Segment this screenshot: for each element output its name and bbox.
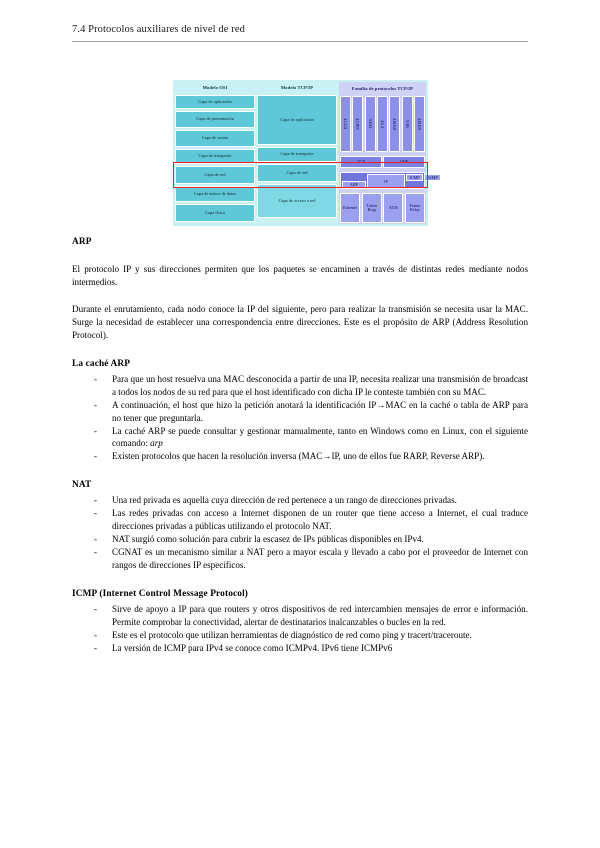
list-item: - La versión de ICMP para IPv4 se conoce como ICMPv4. IPv6 tiene ICMPv6 xyxy=(72,642,528,655)
osi-layer-physical: Capa física xyxy=(175,204,255,222)
protocol-ip: IP xyxy=(367,174,405,189)
protocol-suite-header: Familia de protocolos TCP/IP xyxy=(340,83,425,94)
protocol-arp: ARP xyxy=(342,181,366,189)
tcpip-column xyxy=(257,82,337,224)
protocol-smtp xyxy=(352,96,363,152)
osi-layer-datalink: Capa de enlace de datos xyxy=(175,186,255,202)
osi-layer-transport: Capa de transporte xyxy=(175,149,255,164)
protocol-dns-label: DNS xyxy=(367,119,373,129)
protocol-http xyxy=(340,96,351,152)
cache-arp-command-text: La caché ARP se puede consultar y gestionar manualmente, tanto en Windows como en Linux, con el siguiente comando: xyxy=(112,425,528,449)
protocol-icmp: ICMP xyxy=(406,174,423,182)
nat-bullet-list xyxy=(72,494,528,571)
protocol-nfs xyxy=(402,96,413,152)
cache-arp-bullet-list xyxy=(72,373,528,463)
section-heading-cache-arp: La caché ARP xyxy=(72,358,131,369)
protocol-snmp-label: SNMP xyxy=(392,117,398,131)
protocol-tcp: TCP xyxy=(340,156,382,169)
section-heading-arp: ARP xyxy=(72,237,92,247)
protocol-snmp-2-label: SNMP xyxy=(417,117,423,131)
list-item: - A continuación, el host que hizo la petición anotará la identificación IP→MAC en la caché o tabla de ARP para no tener que preguntarla. xyxy=(72,399,528,425)
osi-layer-presentation: Capa de presentación xyxy=(175,111,255,128)
list-item: - NAT surgió como solución para cubrir la escasez de IPs públicas disponibles en IPv4. xyxy=(72,533,528,546)
protocol-smtp-label: SMTP xyxy=(355,118,361,130)
osi-column-header: Modelo OSI xyxy=(175,82,255,93)
protocol-ftp-label: FTP xyxy=(380,120,385,128)
suite-application-row xyxy=(340,96,425,152)
tcpip-layer-application: Capa de aplicación xyxy=(257,95,337,145)
protocol-udp: UDP xyxy=(383,156,425,169)
protocol-ftp xyxy=(377,96,388,152)
list-item: - Las redes privadas con acceso a Internet disponen de un router que tiene acceso a Internet, el cual traduce direcciones privadas a públicas utilizando el protocolo NAT. xyxy=(72,507,528,533)
suite-access-row xyxy=(340,193,425,223)
tcpip-layer-transport: Capa de transporte xyxy=(257,147,337,162)
section-heading-nat: NAT xyxy=(72,480,92,491)
protocol-atm: ATM xyxy=(383,193,403,223)
document-body xyxy=(72,236,528,655)
osi-layer-network: Capa de red xyxy=(175,166,255,184)
protocol-snmp-2 xyxy=(414,96,425,152)
osi-column xyxy=(175,82,255,224)
protocol-ethernet: Ethernet xyxy=(340,193,360,223)
list-item: - Existen protocolos que hacen la resolución inversa (MAC→IP, uno de ellos fue RARP, Reverse ARP). xyxy=(72,450,528,463)
section-heading-icmp: ICMP (Internet Control Message Protocol) xyxy=(72,588,249,599)
tcpip-layer-network: Capa de red xyxy=(257,164,337,182)
protocol-http-label: HTTP xyxy=(342,118,348,130)
header-divider xyxy=(72,41,528,42)
list-item xyxy=(72,425,528,451)
suite-network-row xyxy=(340,172,438,190)
list-item: - Sirve de apoyo a IP para que routers y otros dispositivos de red intercambien mensajes de error e información. Permite comprobar la conectividad, alertar de destinatarios inalcanzables o bucles en la red. xyxy=(72,603,528,629)
protocol-igmp: IGMP xyxy=(424,174,441,182)
suite-transport-row xyxy=(340,156,425,169)
arp-command: arp xyxy=(150,438,163,449)
list-item: - Este es el protocolo que utilizan herramientas de diagnóstico de red como ping y tracert/traceroute. xyxy=(72,629,528,642)
list-item: - Una red privada es aquella cuya dirección de red pertenece a un rango de direcciones privadas. xyxy=(72,494,528,507)
osi-layer-session: Capa de sesión xyxy=(175,130,255,147)
protocol-dns xyxy=(365,96,376,152)
network-model-diagram xyxy=(173,80,438,226)
osi-layer-application: Capa de aplicación xyxy=(175,95,255,109)
protocol-suite-column xyxy=(339,82,438,224)
arp-paragraph-2: Durante el enrutamiento, cada nodo conoce la IP del siguiente, pero para realizar la transmisión se necesita usar la MAC. Surge la necesidad de establecer una correspondencia entre direcciones. Este es el propósito de ARP (Address Resolution Protocol). xyxy=(72,304,528,340)
tcpip-layer-network-access: Capa de acceso a red xyxy=(257,184,337,218)
protocol-nfs-label: NFS xyxy=(404,119,410,129)
icmp-bullet-list xyxy=(72,603,528,655)
page-title: 7.4 Protocolos auxiliares de nivel de red xyxy=(72,24,245,35)
list-item: - Para que un host resuelva una MAC desconocida a partir de una IP, necesita realizar una transmisión de broadcast a todos los nodos de su red para que el host identificado con dicha IP le conteste también con su MAC. xyxy=(72,373,528,399)
protocol-token-ring: Token Ring xyxy=(362,193,382,223)
arp-paragraph-1: El protocolo IP y sus direcciones permiten que los paquetes se encaminen a través de distintas redes mediante nodos intermedios. xyxy=(72,264,528,288)
tcpip-column-header: Modelo TCP/IP xyxy=(257,82,337,93)
list-item: - CGNAT es un mecanismo similar a NAT pero a mayor escala y llevado a cabo por el proveedor de Internet con rangos de direcciones IP específicos. xyxy=(72,546,528,572)
protocol-snmp xyxy=(389,96,400,152)
protocol-frame-relay: Frame Relay xyxy=(405,193,425,223)
page-header xyxy=(72,24,528,42)
